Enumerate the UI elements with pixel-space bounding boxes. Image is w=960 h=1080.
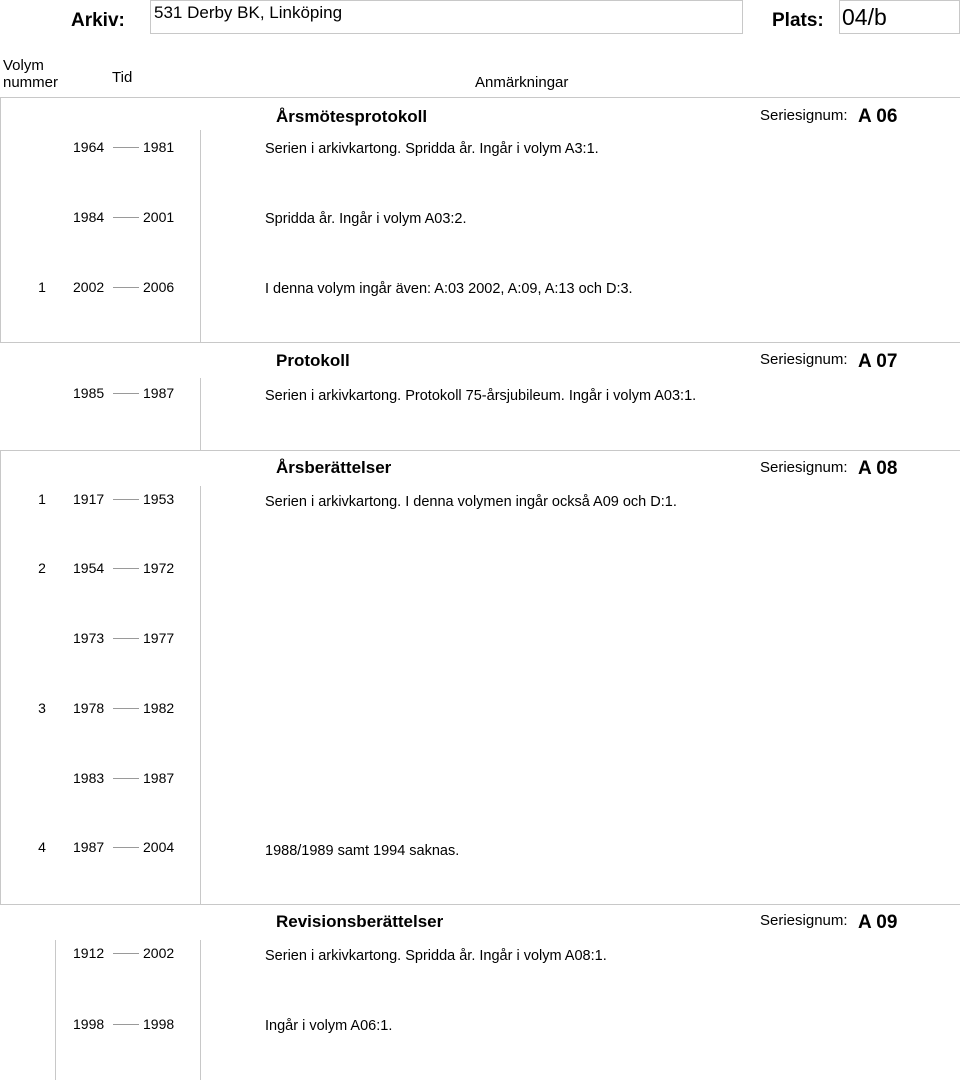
year-to: 2006 (143, 279, 175, 295)
seriesignum-label: Seriesignum: (760, 107, 848, 124)
year-from: 1964 (73, 139, 105, 155)
year-to: 2004 (143, 839, 175, 855)
seriesignum-label: Seriesignum: (760, 351, 848, 368)
column-divider (55, 940, 56, 1080)
dash-icon (113, 847, 139, 848)
column-divider (200, 486, 201, 904)
year-from: 1984 (73, 209, 105, 225)
plats-value: 04/b (839, 0, 960, 34)
column-header-volym-line1: Volym (3, 57, 44, 74)
dash-icon (113, 638, 139, 639)
volume-number: 4 (38, 839, 46, 855)
dash-icon (113, 217, 139, 218)
year-from: 1978 (73, 700, 105, 716)
note-text: 1988/1989 samt 1994 saknas. (265, 843, 460, 859)
section-title: Protokoll (276, 351, 350, 370)
volume-number: 2 (38, 560, 46, 576)
year-to: 1998 (143, 1016, 175, 1032)
year-from: 1912 (73, 945, 105, 961)
note-text: Serien i arkivkartong. Spridda år. Ingår i volym A3:1. (265, 141, 599, 157)
dash-icon (113, 287, 139, 288)
section-divider (0, 97, 960, 98)
note-text: Spridda år. Ingår i volym A03:2. (265, 211, 467, 227)
seriesignum-value: A 08 (858, 458, 898, 479)
dash-icon (113, 393, 139, 394)
seriesignum-label: Seriesignum: (760, 459, 848, 476)
seriesignum-label: Seriesignum: (760, 912, 848, 929)
volume-number: 1 (38, 491, 46, 507)
column-divider (200, 940, 201, 1080)
dash-icon (113, 499, 139, 500)
section-title: Revisionsberättelser (276, 912, 444, 931)
note-text: Serien i arkivkartong. I denna volymen ingår också A09 och D:1. (265, 494, 677, 510)
volume-number: 3 (38, 700, 46, 716)
section-divider (0, 904, 960, 905)
note-text: I denna volym ingår även: A:03 2002, A:09, A:13 och D:3. (265, 281, 633, 297)
year-from: 1987 (73, 839, 105, 855)
column-header-tid: Tid (112, 69, 133, 86)
seriesignum-value: A 09 (858, 912, 898, 933)
year-to: 1981 (143, 139, 175, 155)
year-to: 2002 (143, 945, 175, 961)
column-divider (200, 378, 201, 450)
year-to: 1982 (143, 700, 175, 716)
section-divider (0, 450, 960, 451)
column-divider (200, 130, 201, 342)
year-to: 1953 (143, 491, 175, 507)
year-from: 1983 (73, 770, 105, 786)
year-to: 1987 (143, 770, 175, 786)
seriesignum-value: A 07 (858, 351, 898, 372)
year-from: 1985 (73, 385, 105, 401)
seriesignum-value: A 06 (858, 106, 898, 127)
plats-label: Plats: (772, 10, 824, 31)
column-header-volym (3, 57, 58, 91)
year-to: 2001 (143, 209, 175, 225)
arkiv-value: 531 Derby BK, Linköping (150, 0, 743, 34)
dash-icon (113, 778, 139, 779)
year-from: 1954 (73, 560, 105, 576)
year-to: 1987 (143, 385, 175, 401)
section-divider (0, 342, 960, 343)
dash-icon (113, 708, 139, 709)
year-to: 1972 (143, 560, 175, 576)
dash-icon (113, 147, 139, 148)
frame-left (0, 450, 1, 904)
year-from: 2002 (73, 279, 105, 295)
section-title: Årsberättelser (276, 458, 392, 477)
note-text: Serien i arkivkartong. Spridda år. Ingår i volym A08:1. (265, 948, 607, 964)
year-from: 1973 (73, 630, 105, 646)
year-to: 1977 (143, 630, 175, 646)
dash-icon (113, 953, 139, 954)
arkiv-label: Arkiv: (71, 10, 125, 31)
frame-left (0, 97, 1, 342)
note-text: Ingår i volym A06:1. (265, 1018, 393, 1034)
section-title: Årsmötesprotokoll (276, 107, 428, 126)
volume-number: 1 (38, 279, 46, 295)
column-header-volym-line2: nummer (3, 74, 59, 91)
year-from: 1998 (73, 1016, 105, 1032)
column-header-anmarkningar: Anmärkningar (475, 74, 569, 91)
note-text: Serien i arkivkartong. Protokoll 75-årsjubileum. Ingår i volym A03:1. (265, 388, 697, 404)
year-from: 1917 (73, 491, 105, 507)
dash-icon (113, 568, 139, 569)
dash-icon (113, 1024, 139, 1025)
